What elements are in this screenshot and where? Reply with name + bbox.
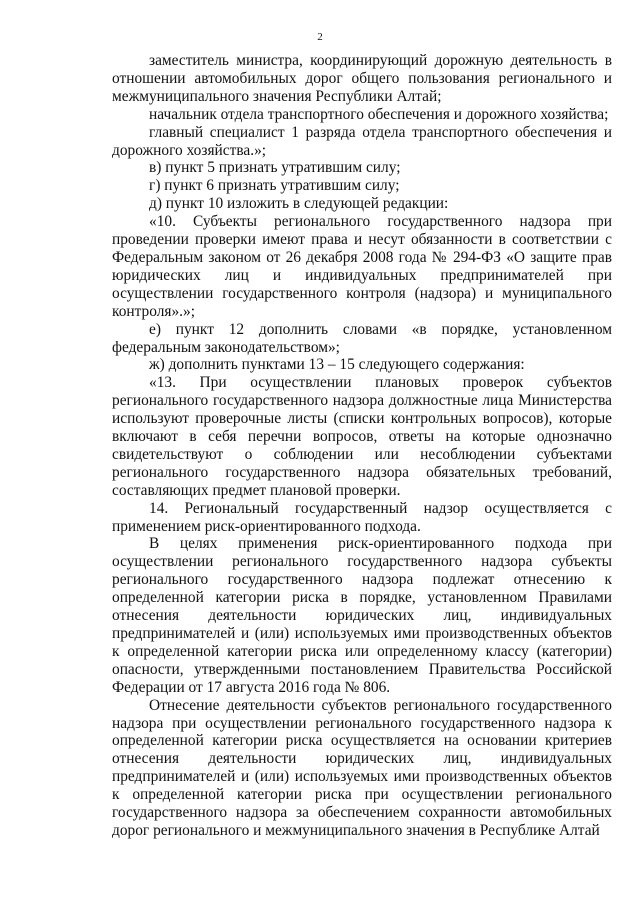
paragraph-deputy-minister: заместитель министра, координирующий дорожную деятельность в отношении автомобильных дорог общего пользования регионального и межмуниципального значения Республики Алтай; (112, 52, 612, 105)
paragraph-item-g: г) пункт 6 признать утратившим силу; (149, 177, 400, 195)
paragraph-clause-10: «10. Субъекты регионального государственного надзора при проведении проверки имеют права и несут обязанности в соответствии с Федеральным законом от 26 декабря 2008 года № 294-ФЗ «О защите прав юридических лиц и индивидуальных предпринимателей при осуществлении государственного контроля (надзора) и муниципального контроля».»; (112, 213, 612, 320)
paragraph-item-d: д) пункт 10 изложить в следующей редакции: (149, 195, 449, 213)
paragraph-chief-specialist: главный специалист 1 разряда отдела транспортного обеспечения и дорожного хозяйства.»; (112, 123, 612, 159)
paragraph-risk-category: Отнесение деятельности субъектов регионального государственного надзора при осуществлении регионального государственного надзора к определенной категории риска осуществляется на основании критериев отнесения деятельности юридических лиц, индивидуальных предпринимателей и (или) используемых ими производственных объектов к определенной категории риска при осуществлении регионального государственного надзора за обеспечением сохранности автомобильных дорог регионального и межмуниципального значения в Республике Алтай (112, 696, 612, 839)
paragraph-head-of-department: начальник отдела транспортного обеспечения и дорожного хозяйства; (149, 105, 609, 123)
page-number: 2 (317, 31, 323, 43)
paragraph-risk-approach: В целях применения риск-ориентированного подхода при осуществлении регионального государственного надзора субъекты регионального государственного надзора подлежат отнесению к определенной категории риска в порядке, установленном Правилами отнесения деятельности юридических лиц, индивидуальных предпринимателей и (или) используемых ими производственных объектов к определенной категории риска или определенному классу (категории) опасности, утвержденными постановлением Правительства Российской Федерации от 17 августа 2016 года № 806. (112, 535, 612, 696)
paragraph-item-e: е) пункт 12 дополнить словами «в порядке, установленном федеральным законодательством»; (112, 320, 612, 356)
paragraph-item-v: в) пункт 5 признать утратившим силу; (149, 159, 401, 177)
paragraph-item-zh: ж) дополнить пунктами 13 – 15 следующего содержания: (149, 356, 525, 374)
paragraph-clause-13: «13. При осуществлении плановых проверок субъектов регионального государственного надзора должностные лица Министерства используют проверочные листы (списки контрольных вопросов), которые включают в себя перечни вопросов, ответы на которые однозначно свидетельствуют о соблюдении или несоблюдении субъектами регионального государственного надзора обязательных требований, составляющих предмет плановой проверки. (112, 374, 612, 499)
document-body (112, 52, 612, 840)
paragraph-clause-14: 14. Региональный государственный надзор осуществляется с применением риск-ориентированного подхода. (112, 499, 612, 535)
